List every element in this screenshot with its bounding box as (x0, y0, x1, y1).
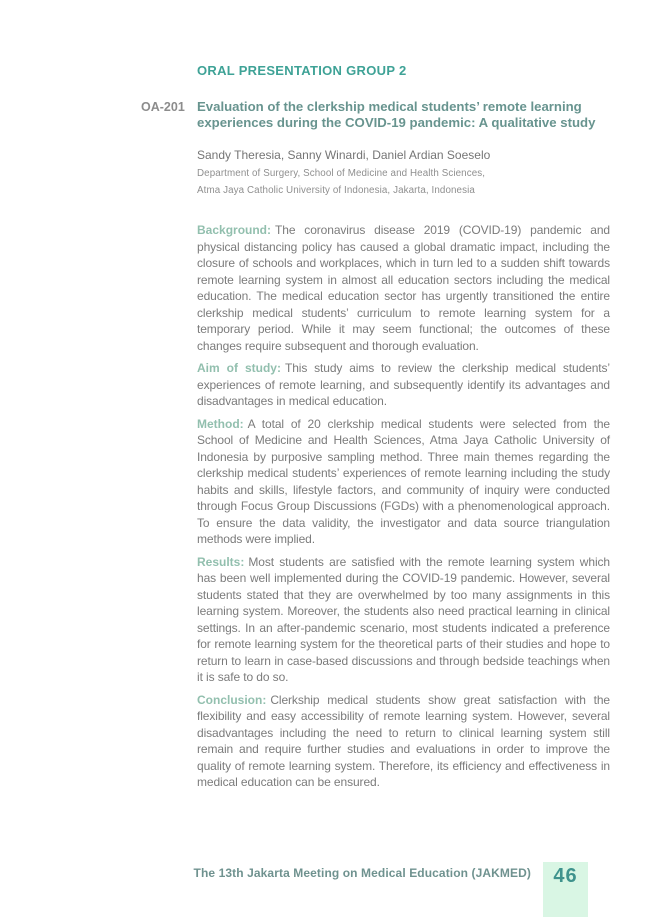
section-aim (197, 360, 610, 410)
affiliation-line-2: Atma Jaya Catholic University of Indonesia, Jakarta, Indonesia (197, 185, 475, 196)
abstract-code: OA-201 (141, 100, 185, 114)
abstract-body (197, 222, 610, 797)
page-number-box (543, 862, 588, 917)
section-conclusion-label: Conclusion: (197, 692, 267, 707)
footer-conference-title: The 13th Jakarta Meeting on Medical Education (JAKMED) (193, 866, 531, 880)
section-aim-text: This study aims to review the clerkship medical students’ experiences of remote learning, and subsequently identify its advantages and disadvantages in medical education. (197, 361, 610, 408)
abstract-heading (141, 99, 617, 131)
section-results-label: Results: (197, 554, 245, 569)
section-background (197, 222, 610, 354)
affiliation-line-1: Department of Surgery, School of Medicine and Health Sciences, (197, 168, 486, 179)
section-background-text: The coronavirus disease 2019 (COVID-19) pandemic and physical distancing policy has caused a global dramatic impact, including the closure of schools and workplaces, which in turn led to a sudden shift towards remote learning system in almost all education sectors including the medical education. The medical education sector has urgently transitioned the entire clerkship medical students’ curriculum to remote learning system for a temporary period. While it may seem functional; the outcomes of these changes require subsequent and thorough evaluation. (197, 223, 610, 353)
section-background-label: Background: (197, 223, 272, 237)
section-method-text: A total of 20 clerkship medical students were selected from the School of Medicine and Health Sciences, Atma Jaya Catholic University of Indonesia by purposive sampling method. Three main themes regarding the clerkship medical students’ experiences of remote learning including the study habits and skills, lifestyle factors, and community of inquiry were conducted through Focus Group Discussions (FGDs) with a phenomenological approach. To ensure the data validity, the investigator and data source triangulation methods were implied. (197, 416, 610, 546)
authors-line: Sandy Theresia, Sanny Winardi, Daniel Ardian Soeselo (197, 148, 491, 162)
group-header: ORAL PRESENTATION GROUP 2 (197, 63, 407, 78)
section-conclusion (197, 692, 610, 791)
section-results-text: Most students are satisfied with the remote learning system which has been well implemented during the COVID-19 pandemic. However, several students stated that they are overwhelmed by too many assignments in this learning system. Moreover, the students also need practical learning in clinical settings. In an after-pandemic scenario, most students indicated a preference for remote learning system for the theoretical parts of their studies and hope to return to learn in case-based discussions and through bedside teachings when it is safe to do so. (197, 554, 610, 684)
section-method (197, 416, 610, 548)
section-results (197, 554, 610, 686)
section-conclusion-text: Clerkship medical students show great satisfaction with the flexibility and easy accessibility of remote learning system. However, several disadvantages including the need to return to clinical learning system still remain and require further studies and evaluations in order to improve the quality of remote learning system. Therefore, its efficiency and effectiveness in medical education can be ensured. (197, 692, 610, 789)
abstract-title: Evaluation of the clerkship medical students’ remote learning experiences during the COVID-19 pandemic: A qualitative study (197, 99, 596, 130)
page-number: 46 (553, 865, 578, 887)
section-method-label: Method: (197, 416, 244, 431)
section-aim-label: Aim of study: (197, 361, 281, 375)
